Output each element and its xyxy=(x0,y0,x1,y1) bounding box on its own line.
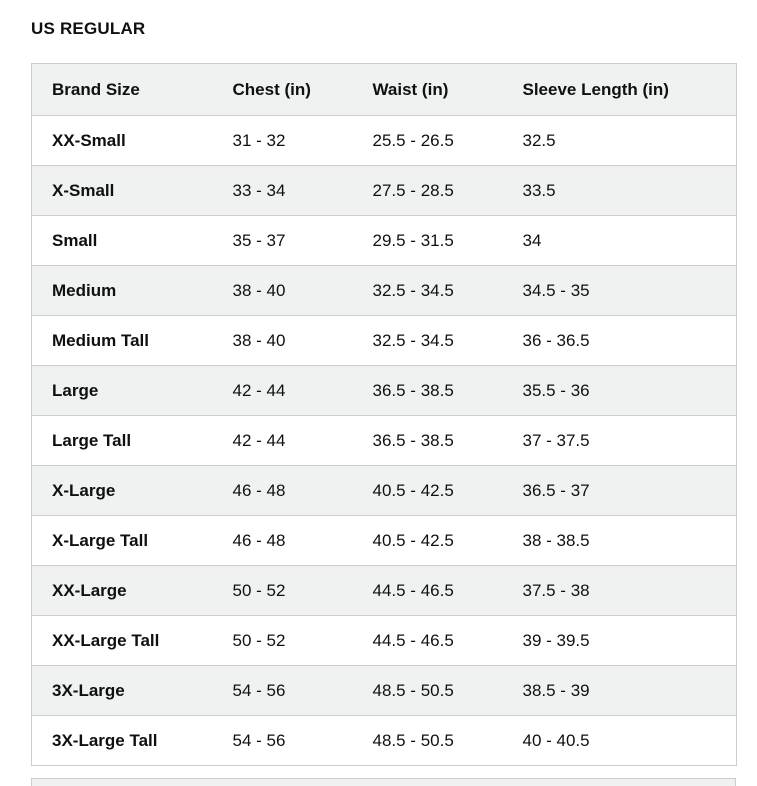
chest-cell: 35 - 37 xyxy=(213,216,353,266)
table-row xyxy=(32,716,737,766)
brand-size-cell: X-Small xyxy=(32,166,213,216)
table-row xyxy=(32,366,737,416)
chest-cell: 50 - 52 xyxy=(213,566,353,616)
chest-cell: 50 - 52 xyxy=(213,616,353,666)
sleeve-length-cell: 32.5 xyxy=(503,116,737,166)
chest-cell: 54 - 56 xyxy=(213,666,353,716)
chest-cell: 42 - 44 xyxy=(213,416,353,466)
sleeve-length-cell: 34 xyxy=(503,216,737,266)
brand-size-cell: Large Tall xyxy=(32,416,213,466)
waist-cell: 40.5 - 42.5 xyxy=(353,466,503,516)
brand-size-cell: 3X-Large xyxy=(32,666,213,716)
sleeve-length-cell: 34.5 - 35 xyxy=(503,266,737,316)
next-table-preview xyxy=(31,778,736,786)
table-row xyxy=(32,316,737,366)
brand-size-cell: X-Large Tall xyxy=(32,516,213,566)
brand-size-cell: 3X-Large Tall xyxy=(32,716,213,766)
sleeve-length-cell: 36.5 - 37 xyxy=(503,466,737,516)
column-header-waist: Waist (in) xyxy=(353,64,503,116)
column-header-sleeve-length: Sleeve Length (in) xyxy=(503,64,737,116)
waist-cell: 27.5 - 28.5 xyxy=(353,166,503,216)
chest-cell: 31 - 32 xyxy=(213,116,353,166)
chest-cell: 38 - 40 xyxy=(213,316,353,366)
waist-cell: 40.5 - 42.5 xyxy=(353,516,503,566)
table-row xyxy=(32,466,737,516)
table-header-row xyxy=(32,64,737,116)
table-row xyxy=(32,516,737,566)
waist-cell: 48.5 - 50.5 xyxy=(353,716,503,766)
table-row xyxy=(32,566,737,616)
sleeve-length-cell: 40 - 40.5 xyxy=(503,716,737,766)
waist-cell: 25.5 - 26.5 xyxy=(353,116,503,166)
sleeve-length-cell: 33.5 xyxy=(503,166,737,216)
table-row xyxy=(32,666,737,716)
sleeve-length-cell: 36 - 36.5 xyxy=(503,316,737,366)
sleeve-length-cell: 38.5 - 39 xyxy=(503,666,737,716)
waist-cell: 29.5 - 31.5 xyxy=(353,216,503,266)
table-body xyxy=(32,116,737,766)
column-header-chest: Chest (in) xyxy=(213,64,353,116)
sleeve-length-cell: 35.5 - 36 xyxy=(503,366,737,416)
table-row xyxy=(32,266,737,316)
chest-cell: 54 - 56 xyxy=(213,716,353,766)
waist-cell: 44.5 - 46.5 xyxy=(353,566,503,616)
table-row xyxy=(32,116,737,166)
chest-cell: 46 - 48 xyxy=(213,516,353,566)
size-chart-table xyxy=(31,63,737,766)
brand-size-cell: Medium xyxy=(32,266,213,316)
sleeve-length-cell: 37 - 37.5 xyxy=(503,416,737,466)
waist-cell: 36.5 - 38.5 xyxy=(353,416,503,466)
table-row xyxy=(32,616,737,666)
table-row xyxy=(32,416,737,466)
page-title: US REGULAR xyxy=(31,19,146,38)
brand-size-cell: Large xyxy=(32,366,213,416)
brand-size-cell: Small xyxy=(32,216,213,266)
chest-cell: 38 - 40 xyxy=(213,266,353,316)
waist-cell: 36.5 - 38.5 xyxy=(353,366,503,416)
sleeve-length-cell: 38 - 38.5 xyxy=(503,516,737,566)
column-header-brand-size: Brand Size xyxy=(32,64,213,116)
brand-size-cell: XX-Large Tall xyxy=(32,616,213,666)
table-row xyxy=(32,166,737,216)
brand-size-cell: Medium Tall xyxy=(32,316,213,366)
sleeve-length-cell: 39 - 39.5 xyxy=(503,616,737,666)
chest-cell: 33 - 34 xyxy=(213,166,353,216)
chest-cell: 46 - 48 xyxy=(213,466,353,516)
brand-size-cell: XX-Small xyxy=(32,116,213,166)
brand-size-cell: XX-Large xyxy=(32,566,213,616)
waist-cell: 32.5 - 34.5 xyxy=(353,266,503,316)
chest-cell: 42 - 44 xyxy=(213,366,353,416)
waist-cell: 44.5 - 46.5 xyxy=(353,616,503,666)
sleeve-length-cell: 37.5 - 38 xyxy=(503,566,737,616)
waist-cell: 48.5 - 50.5 xyxy=(353,666,503,716)
brand-size-cell: X-Large xyxy=(32,466,213,516)
table-row xyxy=(32,216,737,266)
waist-cell: 32.5 - 34.5 xyxy=(353,316,503,366)
